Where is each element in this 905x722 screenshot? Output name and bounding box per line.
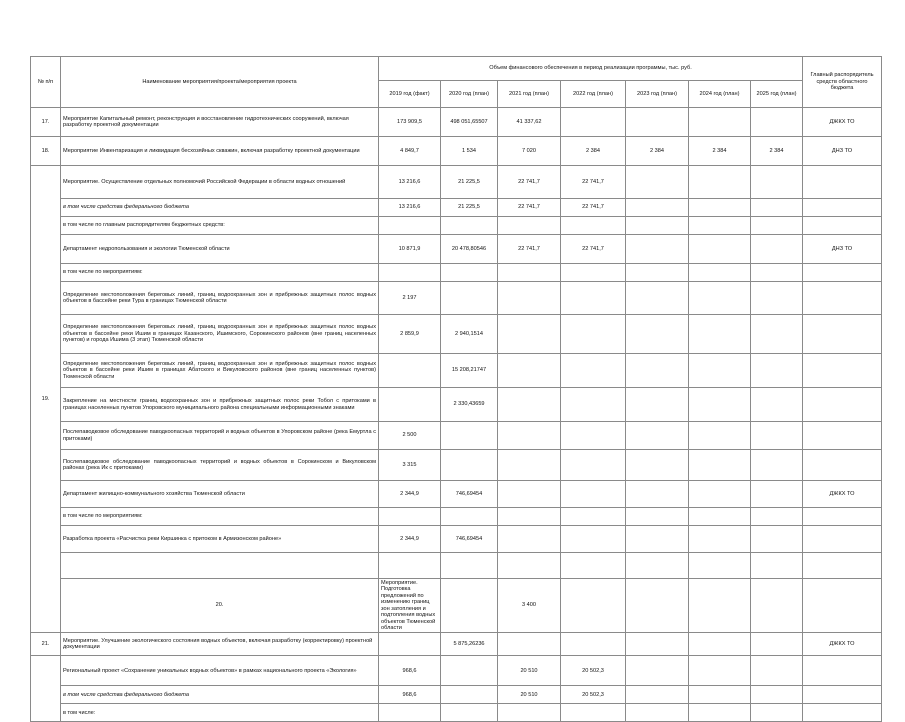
row-name: Послепаводковое обследование паводкоопасных территорий и водных объектов в Упоровском районе (река Емуртла с притоками) bbox=[61, 422, 379, 450]
table-row bbox=[31, 526, 882, 553]
header-row bbox=[31, 57, 882, 81]
row-manager: ДЖКХ ТО bbox=[803, 633, 882, 656]
cell-2020: 5 875,26236 bbox=[441, 633, 498, 656]
cell-2024 bbox=[689, 315, 751, 354]
cell-2021 bbox=[498, 633, 561, 656]
cell-2024 bbox=[689, 526, 751, 553]
cell-2024 bbox=[689, 235, 751, 264]
header-year-2020: 2020 год (план) bbox=[441, 81, 498, 108]
cell-2023 bbox=[626, 199, 689, 217]
cell-2024 bbox=[689, 450, 751, 481]
cell-2019: 968,6 bbox=[379, 656, 441, 686]
header-year-2024: 2024 год (план) bbox=[689, 81, 751, 108]
row-name: Департамент жилищно-коммунального хозяйства Тюменской области bbox=[61, 481, 379, 508]
cell-2022 bbox=[561, 633, 626, 656]
table-row bbox=[31, 264, 882, 282]
cell-2021: 22 741,7 bbox=[498, 199, 561, 217]
cell-2023 bbox=[626, 450, 689, 481]
cell-2023 bbox=[626, 656, 689, 686]
cell-2020 bbox=[441, 450, 498, 481]
cell-2021 bbox=[498, 526, 561, 553]
cell-2024 bbox=[689, 422, 751, 450]
cell-2022: 22 741,7 bbox=[561, 166, 626, 199]
cell-2019 bbox=[441, 579, 498, 633]
cell-2020: 15 208,21747 bbox=[441, 354, 498, 388]
cell-2024 bbox=[689, 686, 751, 704]
cell-2024: 2 384 bbox=[689, 137, 751, 166]
cell-2020: 21 225,5 bbox=[441, 199, 498, 217]
cell-2023 bbox=[626, 315, 689, 354]
cell-2021: 41 337,62 bbox=[498, 108, 561, 137]
header-col-manager: Главный распорядитель средств областного бюджета bbox=[803, 57, 882, 108]
cell-2020: 746,69454 bbox=[441, 481, 498, 508]
row-number: 19. bbox=[31, 166, 61, 633]
cell-2023 bbox=[626, 633, 689, 656]
cell-2020: 1 534 bbox=[441, 137, 498, 166]
cell-2021 bbox=[498, 422, 561, 450]
cell-2021: 20 510 bbox=[498, 656, 561, 686]
cell-2020: 21 225,5 bbox=[441, 166, 498, 199]
header-year-2019: 2019 год (факт) bbox=[379, 81, 441, 108]
cell-2022 bbox=[561, 108, 626, 137]
table-row bbox=[31, 108, 882, 137]
cell-2021: 20 510 bbox=[498, 686, 561, 704]
table-row bbox=[31, 579, 882, 633]
table-row bbox=[31, 137, 882, 166]
cell-2021 bbox=[498, 315, 561, 354]
cell-2025 bbox=[751, 686, 803, 704]
header-year-2025: 2025 год (план) bbox=[751, 81, 803, 108]
row-manager: ДЖКХ ТО bbox=[803, 108, 882, 137]
cell-2024 bbox=[689, 166, 751, 199]
cell-2020: 20 478,80546 bbox=[441, 235, 498, 264]
row-manager bbox=[803, 199, 882, 217]
row-manager bbox=[803, 656, 882, 686]
cell-2025 bbox=[751, 422, 803, 450]
row-name: Определение местоположения береговых линий, границ водоохранных зон и прибрежных защитных полос водных объектов в бассейне реки Ишим в границах Абатского и Викуловского районов (вне границ населенных пунктов) Тюменской области bbox=[61, 354, 379, 388]
cell-2020: 2 330,43659 bbox=[441, 388, 498, 422]
row-number: 17. bbox=[31, 108, 61, 137]
table-row bbox=[31, 282, 882, 315]
cell-2023 bbox=[626, 354, 689, 388]
table-row bbox=[31, 633, 882, 656]
cell-2022: 22 741,7 bbox=[561, 199, 626, 217]
row-name: Закрепление на местности границ водоохранных зон и прибрежных защитных полос реки Тобол с притоками в границах населенных пунктов Упоровского муниципального района специальными информационными знаками bbox=[61, 388, 379, 422]
row-name: Мероприятие. Подготовка предложений по изменению границ зон затопления и подтопления водных объектов Тюменской области bbox=[379, 579, 441, 633]
cell-2020: 3 400 bbox=[498, 579, 561, 633]
cell-2025 bbox=[751, 388, 803, 422]
cell-2022: 2 384 bbox=[561, 137, 626, 166]
row-name: в том числе по мероприятиям: bbox=[61, 508, 379, 526]
cell-2023 bbox=[626, 686, 689, 704]
header-col-name: Наименование мероприятия/проекта/мероприятия проекта bbox=[61, 57, 379, 108]
row-name: Разработка проекта «Расчистка реки Киршинка с притоком в Армизонском районе» bbox=[61, 526, 379, 553]
table-row bbox=[31, 481, 882, 508]
cell-2023 bbox=[626, 481, 689, 508]
cell-2025 bbox=[751, 481, 803, 508]
row-manager: ДЖКХ ТО bbox=[803, 481, 882, 508]
cell-2025 bbox=[751, 526, 803, 553]
row-name: в том числе по мероприятиям: bbox=[61, 264, 379, 282]
cell-2024 bbox=[689, 282, 751, 315]
cell-2019: 2 500 bbox=[379, 422, 441, 450]
cell-2019 bbox=[379, 633, 441, 656]
table-row bbox=[31, 508, 882, 526]
cell-2024 bbox=[751, 579, 803, 633]
header-col-funding: Объем финансового обеспечения в период реализации программы, тыс. руб. bbox=[379, 57, 803, 81]
row-name: в том числе средства федерального бюджета bbox=[61, 199, 379, 217]
cell-2021 bbox=[498, 481, 561, 508]
cell-2024 bbox=[689, 633, 751, 656]
cell-2023 bbox=[626, 526, 689, 553]
cell-2019: 2 344,9 bbox=[379, 481, 441, 508]
cell-2019: 2 344,9 bbox=[379, 526, 441, 553]
cell-2022: 20 502,3 bbox=[561, 656, 626, 686]
cell-2021 bbox=[561, 579, 626, 633]
cell-2022: 20 502,3 bbox=[561, 686, 626, 704]
table-row bbox=[31, 704, 882, 722]
cell-2025 bbox=[751, 450, 803, 481]
cell-2019 bbox=[379, 354, 441, 388]
row-manager: ДНЗ ТО bbox=[803, 137, 882, 166]
cell-2025 bbox=[751, 633, 803, 656]
table-row bbox=[31, 450, 882, 481]
header-year-2021: 2021 год (план) bbox=[498, 81, 561, 108]
financing-table bbox=[30, 56, 882, 722]
cell-2021: 7 020 bbox=[498, 137, 561, 166]
cell-2023 bbox=[626, 388, 689, 422]
header-year-2023: 2023 год (план) bbox=[626, 81, 689, 108]
cell-2020 bbox=[441, 686, 498, 704]
cell-2022 bbox=[561, 388, 626, 422]
cell-2022: 22 741,7 bbox=[561, 235, 626, 264]
header-col-no: № п/п bbox=[31, 57, 61, 108]
row-name: Региональный проект «Сохранение уникальных водных объектов» в рамках национального проекта «Экология» bbox=[61, 656, 379, 686]
cell-2025 bbox=[751, 315, 803, 354]
cell-2022 bbox=[561, 315, 626, 354]
cell-2021 bbox=[498, 388, 561, 422]
cell-2024 bbox=[689, 481, 751, 508]
cell-2023: 2 384 bbox=[626, 137, 689, 166]
row-name: Определение местоположения береговых линий, границ водоохранных зон и прибрежных защитных полос водных объектов в бассейне реки Ишим в границах Казанского, Ишимского, Сорокинского районов (вне границ населенных пунктов) и города Ишима (3 этап) Тюменской области bbox=[61, 315, 379, 354]
cell-2019: 2 197 bbox=[379, 282, 441, 315]
row-number: 21. bbox=[31, 633, 61, 656]
cell-2025 bbox=[751, 656, 803, 686]
row-name: в том числе средства федерального бюджета bbox=[61, 686, 379, 704]
cell-2022 bbox=[626, 579, 689, 633]
cell-2021: 22 741,7 bbox=[498, 235, 561, 264]
cell-2023 bbox=[626, 166, 689, 199]
cell-2019 bbox=[379, 388, 441, 422]
cell-2019: 2 859,9 bbox=[379, 315, 441, 354]
cell-2020 bbox=[441, 656, 498, 686]
cell-2020: 746,69454 bbox=[441, 526, 498, 553]
row-name: Мероприятие Инвентаризация и ликвидация бесхозяйных скважин, включая разработку проектной документации bbox=[61, 137, 379, 166]
cell-2024 bbox=[689, 354, 751, 388]
table-row bbox=[31, 422, 882, 450]
table-row bbox=[31, 199, 882, 217]
row-name: в том числе по главным распорядителям бюджетных средств: bbox=[61, 217, 379, 235]
cell-2019: 968,6 bbox=[379, 686, 441, 704]
cell-2022 bbox=[561, 422, 626, 450]
cell-2022 bbox=[561, 354, 626, 388]
row-name: Мероприятие. Улучшение экологического состояния водных объектов, включая разработку (корректировку) проектной документации bbox=[61, 633, 379, 656]
row-number bbox=[31, 656, 61, 722]
cell-2025 bbox=[751, 354, 803, 388]
cell-2022 bbox=[561, 526, 626, 553]
cell-2022 bbox=[561, 282, 626, 315]
cell-2025: 2 384 bbox=[751, 137, 803, 166]
cell-2021 bbox=[498, 354, 561, 388]
cell-2025 bbox=[751, 282, 803, 315]
cell-2023 bbox=[626, 108, 689, 137]
table-row bbox=[31, 235, 882, 264]
cell-2021 bbox=[498, 282, 561, 315]
row-name: Послепаводковое обследование паводкоопасных территорий и водных объектов в Сорокинском и Викуловском районах (река Ик с притоками) bbox=[61, 450, 379, 481]
cell-2024 bbox=[689, 656, 751, 686]
row-name: Мероприятие. Осуществление отдельных полномочий Российской Федерации в области водных отношений bbox=[61, 166, 379, 199]
table-row bbox=[31, 166, 882, 199]
table-row bbox=[31, 553, 882, 579]
cell-2020 bbox=[441, 282, 498, 315]
table-row bbox=[31, 656, 882, 686]
cell-2019: 13 216,6 bbox=[379, 199, 441, 217]
row-name: Мероприятие Капитальный ремонт, реконструкция и восстановление гидротехнических сооружений, включая разработку проектной документации bbox=[61, 108, 379, 137]
cell-2019: 10 871,9 bbox=[379, 235, 441, 264]
cell-2024 bbox=[689, 388, 751, 422]
row-number: 20. bbox=[61, 579, 379, 633]
cell-2025 bbox=[803, 579, 882, 633]
row-name: Департамент недропользования и экологии Тюменской области bbox=[61, 235, 379, 264]
cell-2023 bbox=[626, 235, 689, 264]
cell-2024 bbox=[689, 108, 751, 137]
cell-2019: 4 849,7 bbox=[379, 137, 441, 166]
row-name: в том числе: bbox=[61, 704, 379, 722]
table-row bbox=[31, 388, 882, 422]
cell-2020: 498 051,65507 bbox=[441, 108, 498, 137]
cell-2020: 2 940,1514 bbox=[441, 315, 498, 354]
cell-2023 bbox=[689, 579, 751, 633]
cell-2025 bbox=[751, 235, 803, 264]
cell-2022 bbox=[561, 450, 626, 481]
table-row bbox=[31, 217, 882, 235]
cell-2021 bbox=[498, 450, 561, 481]
cell-2022 bbox=[561, 481, 626, 508]
cell-2023 bbox=[626, 422, 689, 450]
cell-2019: 13 216,6 bbox=[379, 166, 441, 199]
table-row bbox=[31, 354, 882, 388]
cell-2021: 22 741,7 bbox=[498, 166, 561, 199]
row-manager: ДНЗ ТО bbox=[803, 235, 882, 264]
cell-2019: 3 315 bbox=[379, 450, 441, 481]
cell-2023 bbox=[626, 282, 689, 315]
row-name bbox=[61, 553, 379, 579]
row-name: Определение местоположения береговых линий, границ водоохранных зон и прибрежных защитных полос водных объектов в бассейне реки Тура в границах Тюменской области bbox=[61, 282, 379, 315]
cell-2020 bbox=[441, 422, 498, 450]
table-row bbox=[31, 315, 882, 354]
cell-2024 bbox=[689, 199, 751, 217]
cell-2025 bbox=[751, 199, 803, 217]
cell-2019: 173 909,5 bbox=[379, 108, 441, 137]
cell-2025 bbox=[751, 166, 803, 199]
table-row bbox=[31, 686, 882, 704]
row-number: 18. bbox=[31, 137, 61, 166]
row-manager bbox=[803, 166, 882, 199]
cell-2025 bbox=[751, 108, 803, 137]
header-year-2022: 2022 год (план) bbox=[561, 81, 626, 108]
